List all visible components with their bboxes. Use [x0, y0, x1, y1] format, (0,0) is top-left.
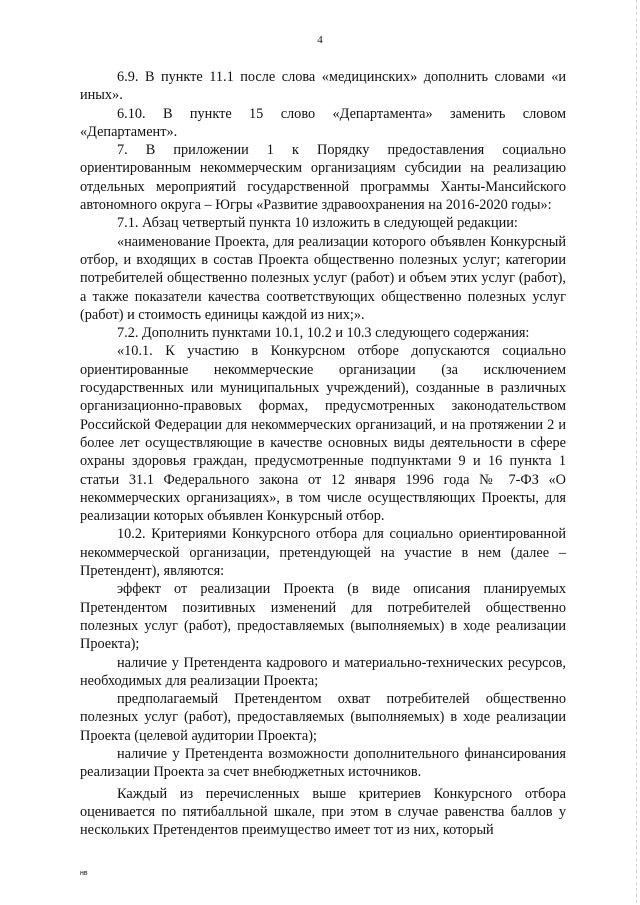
- paragraph-6-10: 6.10. В пункте 15 слово «Департамента» заменить словом «Департамент».: [80, 105, 566, 140]
- paragraph-10-2: 10.2. Критериями Конкурсного отбора для социально ориентированной некоммерческой организации, претендующей на участие в нем (далее – Претендент), являются:: [80, 526, 566, 580]
- criterion-effect: эффект от реализации Проекта (в виде описания планируемых Претендентом позитивных изменений для потребителей общественно полезных услуг (работ), предоставляемых (выполняемых) в ходе реализации Проекта);: [80, 581, 566, 653]
- paragraph-6-9: 6.9. В пункте 11.1 после слова «медицинских» дополнить словами «и иных».: [80, 69, 566, 104]
- paragraph-quoted-project-name: «наименование Проекта, для реализации которого объявлен Конкурсный отбор, и входящих в состав Проекта общественно полезных услуг; категории потребителей общественно полезных услуг (работ) и объем этих услуг (работ), а также показатели качества соответствующих общественно полезных услуг (работ) и стоимость единицы каждой из них;».: [80, 233, 566, 323]
- paragraph-7-1: 7.1. Абзац четвертый пункта 10 изложить в следующей редакции:: [117, 215, 518, 232]
- criterion-resources: наличие у Претендента кадрового и материально-технических ресурсов, необходимых для реализации Проекта;: [80, 654, 566, 689]
- footer-initials: нв: [80, 870, 88, 877]
- criterion-coverage: предполагаемый Претендентом охват потребителей общественно полезных услуг (работ), предоставляемых (выполняемых) в ходе реализации Проекта (целевой аудитории Проекта);: [80, 691, 566, 744]
- paragraph-10-1: «10.1. К участию в Конкурсном отборе допускаются социально ориентированные некоммерческие организации (за исключением государственных или муниципальных учреждений), созданные в различных организационно-правовых формах, предусмотренных законодательством Российской Федерации для некоммерческих организаций, и на протяжении 2 и более лет осуществляющие в качестве основных виды деятельности в сфере охраны здоровья граждан, предусмотренные подпунктами 9 и 16 пункта 1 статьи 31.1 Федерального закона от 12 января 1996 года № 7-ФЗ «О некоммерческих организациях», в том числе осуществляющих Проекты, для реализации которых объявлен Конкурсный отбор.: [80, 343, 566, 525]
- paragraph-scoring: Каждый из перечисленных выше критериев Конкурсного отбора оценивается по пятибалльной шкале, при этом в случае равенства баллов у нескольких Претендентов преимущество имеет тот из них, который: [80, 785, 566, 839]
- criterion-financing: наличие у Претендента возможности дополнительного финансирования реализации Проекта за счет внебюджетных источников.: [80, 745, 566, 781]
- page-edge-scan-line: [636, 0, 637, 905]
- paragraph-7-2: 7.2. Дополнить пунктами 10.1, 10.2 и 10.3 следующего содержания:: [117, 325, 530, 342]
- page-number: 4: [317, 34, 323, 46]
- paragraph-7: 7. В приложении 1 к Порядку предоставления социально ориентированным некоммерческим организациям субсидии на реализацию отдельных мероприятий государственной программы Ханты-Мансийского автономного округа – Югры «Развитие здравоохранения на 2016-2020 годы»:: [80, 142, 566, 214]
- document-body: [80, 68, 566, 839]
